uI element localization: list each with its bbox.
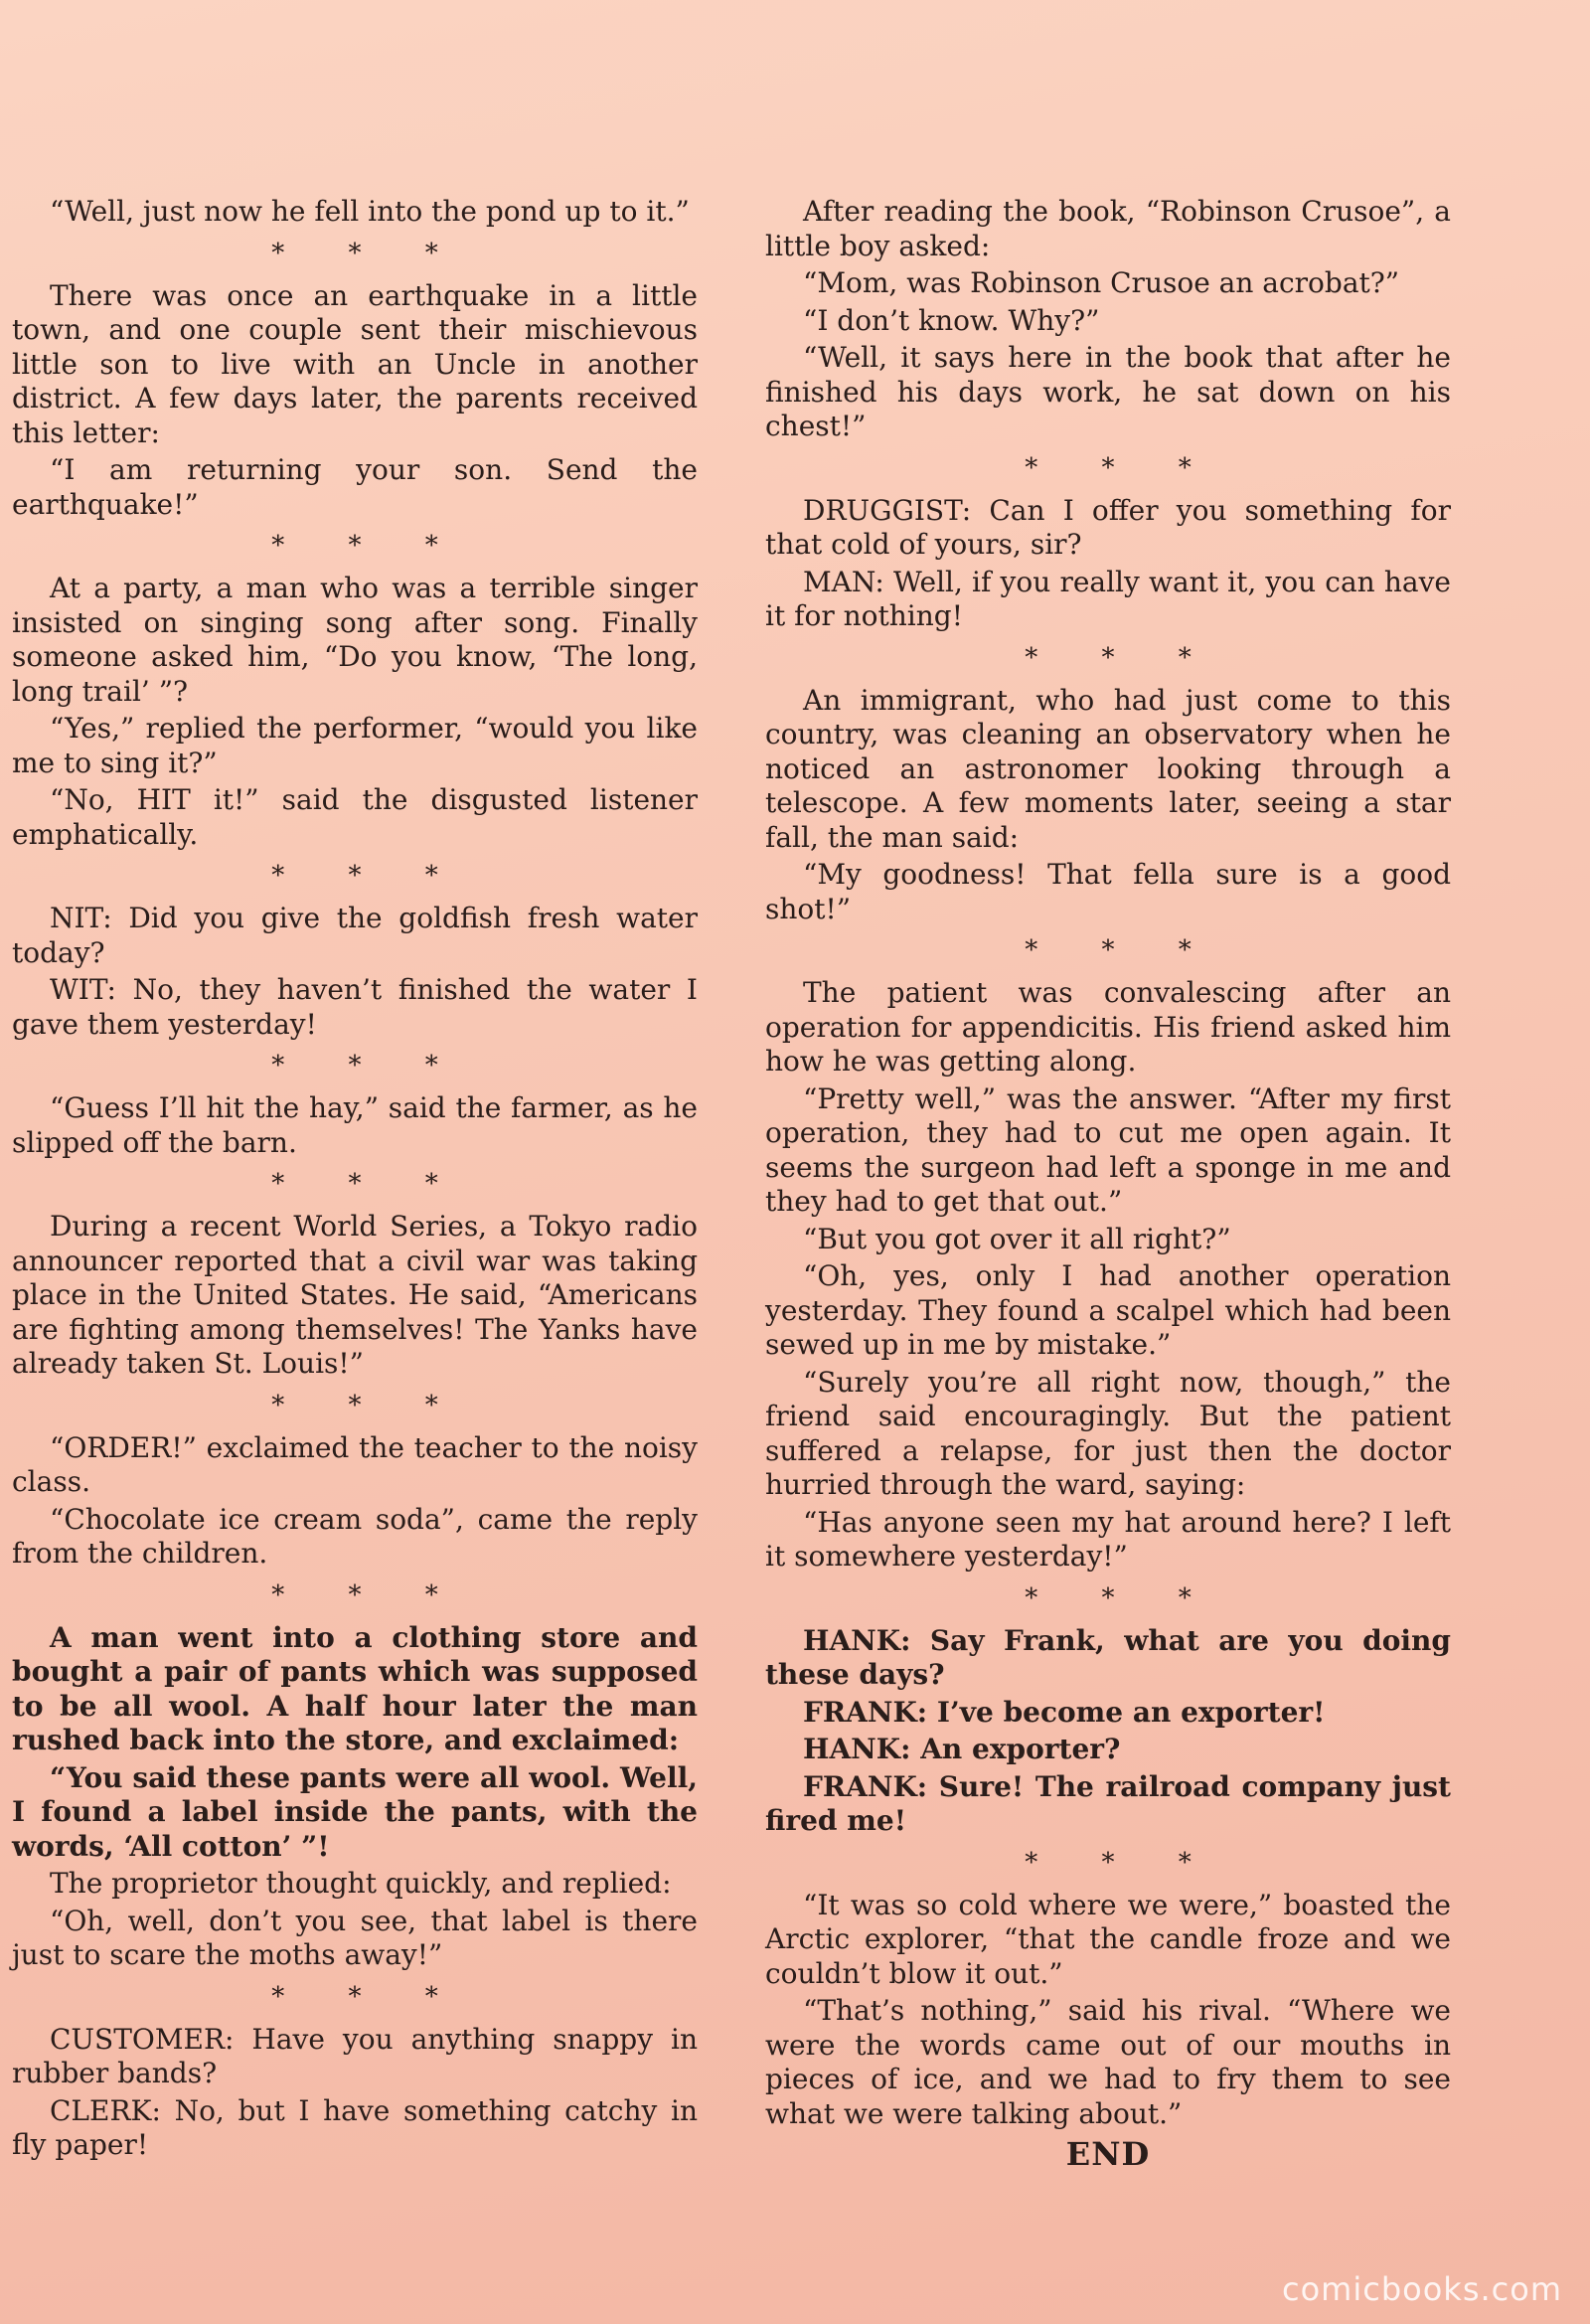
joke-separator: * * * bbox=[1025, 1582, 1219, 1613]
joke-paragraph: NIT: Did you give the goldfish fresh water today? bbox=[12, 902, 698, 969]
joke-paragraph: “My goodness! That fella sure is a good shot!” bbox=[765, 858, 1451, 925]
joke-paragraph: The patient was convalescing after an operation for appendicitis. His friend asked him how he was getting along. bbox=[765, 976, 1451, 1078]
joke-paragraph: “I don’t know. Why?” bbox=[803, 303, 1100, 337]
joke-paragraph: “Surely you’re all right now, though,” the friend said encouragingly. But the patient suffered a relapse, for just then the doctor hurried through the ward, saying: bbox=[765, 1365, 1451, 1501]
joke-separator: * * * bbox=[1025, 935, 1219, 965]
joke-separator: * * * bbox=[1025, 452, 1219, 483]
joke-paragraph: “Yes,” replied the performer, “would you like me to sing it?” bbox=[12, 712, 698, 779]
joke-paragraph: “That’s nothing,” said his rival. “Where we were the words came out of our mouths in pieces of ice, and we had to fry them to see what we were talking about.” bbox=[765, 1994, 1451, 2130]
joke-paragraph: “But you got over it all right?” bbox=[803, 1222, 1231, 1255]
joke-paragraph: “Well, it says here in the book that after he finished his days work, he sat down on his chest!” bbox=[765, 341, 1451, 442]
joke-paragraph: WIT: No, they haven’t finished the water I gave them yesterday! bbox=[12, 973, 698, 1041]
right-column bbox=[765, 195, 1451, 2173]
joke-paragraph: “Well, just now he fell into the pond up to it.” bbox=[50, 195, 690, 228]
joke-paragraph: After reading the book, “Robinson Crusoe”, a little boy asked: bbox=[765, 195, 1451, 262]
joke-paragraph: MAN: Well, if you really want it, you can have it for nothing! bbox=[765, 565, 1451, 632]
joke-paragraph: There was once an earthquake in a little town, and one couple sent their mischievous little son to live with an Uncle in another district. A few days later, the parents received this letter: bbox=[12, 278, 698, 449]
joke-separator: * * * bbox=[1025, 642, 1219, 673]
joke-paragraph: CLERK: No, but I have something catchy in fly paper! bbox=[12, 2093, 698, 2161]
joke-separator: * * * bbox=[271, 238, 466, 268]
joke-paragraph: “I am returning your son. Send the earthquake!” bbox=[12, 453, 698, 521]
joke-paragraph: FRANK: I’ve become an exporter! bbox=[803, 1695, 1326, 1729]
joke-paragraph: HANK: Say Frank, what are you doing these days? bbox=[765, 1623, 1451, 1691]
joke-paragraph: FRANK: Sure! The railroad company just fired me! bbox=[765, 1769, 1451, 1837]
joke-paragraph: “Chocolate ice cream soda”, came the reply from the children. bbox=[12, 1502, 698, 1570]
joke-separator: * * * bbox=[271, 531, 466, 561]
joke-paragraph: DRUGGIST: Can I offer you something for that cold of yours, sir? bbox=[765, 493, 1451, 561]
joke-paragraph: “Oh, yes, only I had another operation yesterday. They found a scalpel which had been sewed up in me by mistake.” bbox=[765, 1259, 1451, 1361]
left-column bbox=[12, 195, 698, 2166]
joke-paragraph: CUSTOMER: Have you anything snappy in rubber bands? bbox=[12, 2022, 698, 2089]
joke-separator: * * * bbox=[271, 1051, 466, 1080]
joke-paragraph: “Mom, was Robinson Crusoe an acrobat?” bbox=[803, 266, 1400, 299]
joke-paragraph: “It was so cold where we were,” boasted the Arctic explorer, “that the candle froze and we couldn’t blow it out.” bbox=[765, 1888, 1451, 1990]
joke-paragraph: The proprietor thought quickly, and replied: bbox=[50, 1867, 672, 1900]
joke-paragraph: “You said these pants were all wool. Well, I found a label inside the pants, with the words, ‘All cotton’ ”! bbox=[12, 1760, 698, 1863]
joke-paragraph: “Pretty well,” was the answer. “After my first operation, they had to cut me open again. It seems the surgeon had left a sponge in me and they had to get that out.” bbox=[765, 1081, 1451, 1218]
joke-separator: * * * bbox=[1025, 1847, 1219, 1878]
joke-paragraph: “Oh, well, don’t you see, that label is there just to scare the moths away!” bbox=[12, 1904, 698, 1971]
joke-paragraph: “ORDER!” exclaimed the teacher to the noisy class. bbox=[12, 1430, 698, 1498]
joke-paragraph: At a party, a man who was a terrible singer insisted on singing song after song. Finally someone asked him, “Do you know, ‘The long, long trail’ ”? bbox=[12, 572, 698, 708]
joke-paragraph: “Has anyone seen my hat around here? I left it somewhere yesterday!” bbox=[765, 1505, 1451, 1573]
joke-separator: * * * bbox=[271, 1390, 466, 1420]
joke-paragraph: “No, HIT it!” said the disgusted listener emphatically. bbox=[12, 783, 698, 851]
joke-paragraph: “Guess I’ll hit the hay,” said the farmer, as he slipped off the barn. bbox=[12, 1091, 698, 1159]
joke-separator: * * * bbox=[271, 1981, 466, 2012]
joke-paragraph: HANK: An exporter? bbox=[803, 1733, 1121, 1765]
joke-paragraph: An immigrant, who had just come to this country, was cleaning an observatory when he noticed an astronomer looking through a telescope. A few moments later, seeing a star fall, the man said: bbox=[765, 683, 1451, 854]
end-label: END bbox=[1065, 2135, 1151, 2173]
joke-paragraph: A man went into a clothing store and bought a pair of pants which was supposed to be all wool. A half hour later the man rushed back into the store, and exclaimed: bbox=[12, 1620, 698, 1756]
joke-separator: * * * bbox=[271, 861, 466, 891]
joke-paragraph: During a recent World Series, a Tokyo radio announcer reported that a civil war was taking place in the United States. He said, “Americans are fighting among themselves! The Yanks have already taken St. Louis!” bbox=[12, 1210, 698, 1380]
joke-separator: * * * bbox=[271, 1579, 466, 1610]
joke-separator: * * * bbox=[271, 1169, 466, 1199]
watermark: comicbooks.com bbox=[1281, 2270, 1562, 2308]
